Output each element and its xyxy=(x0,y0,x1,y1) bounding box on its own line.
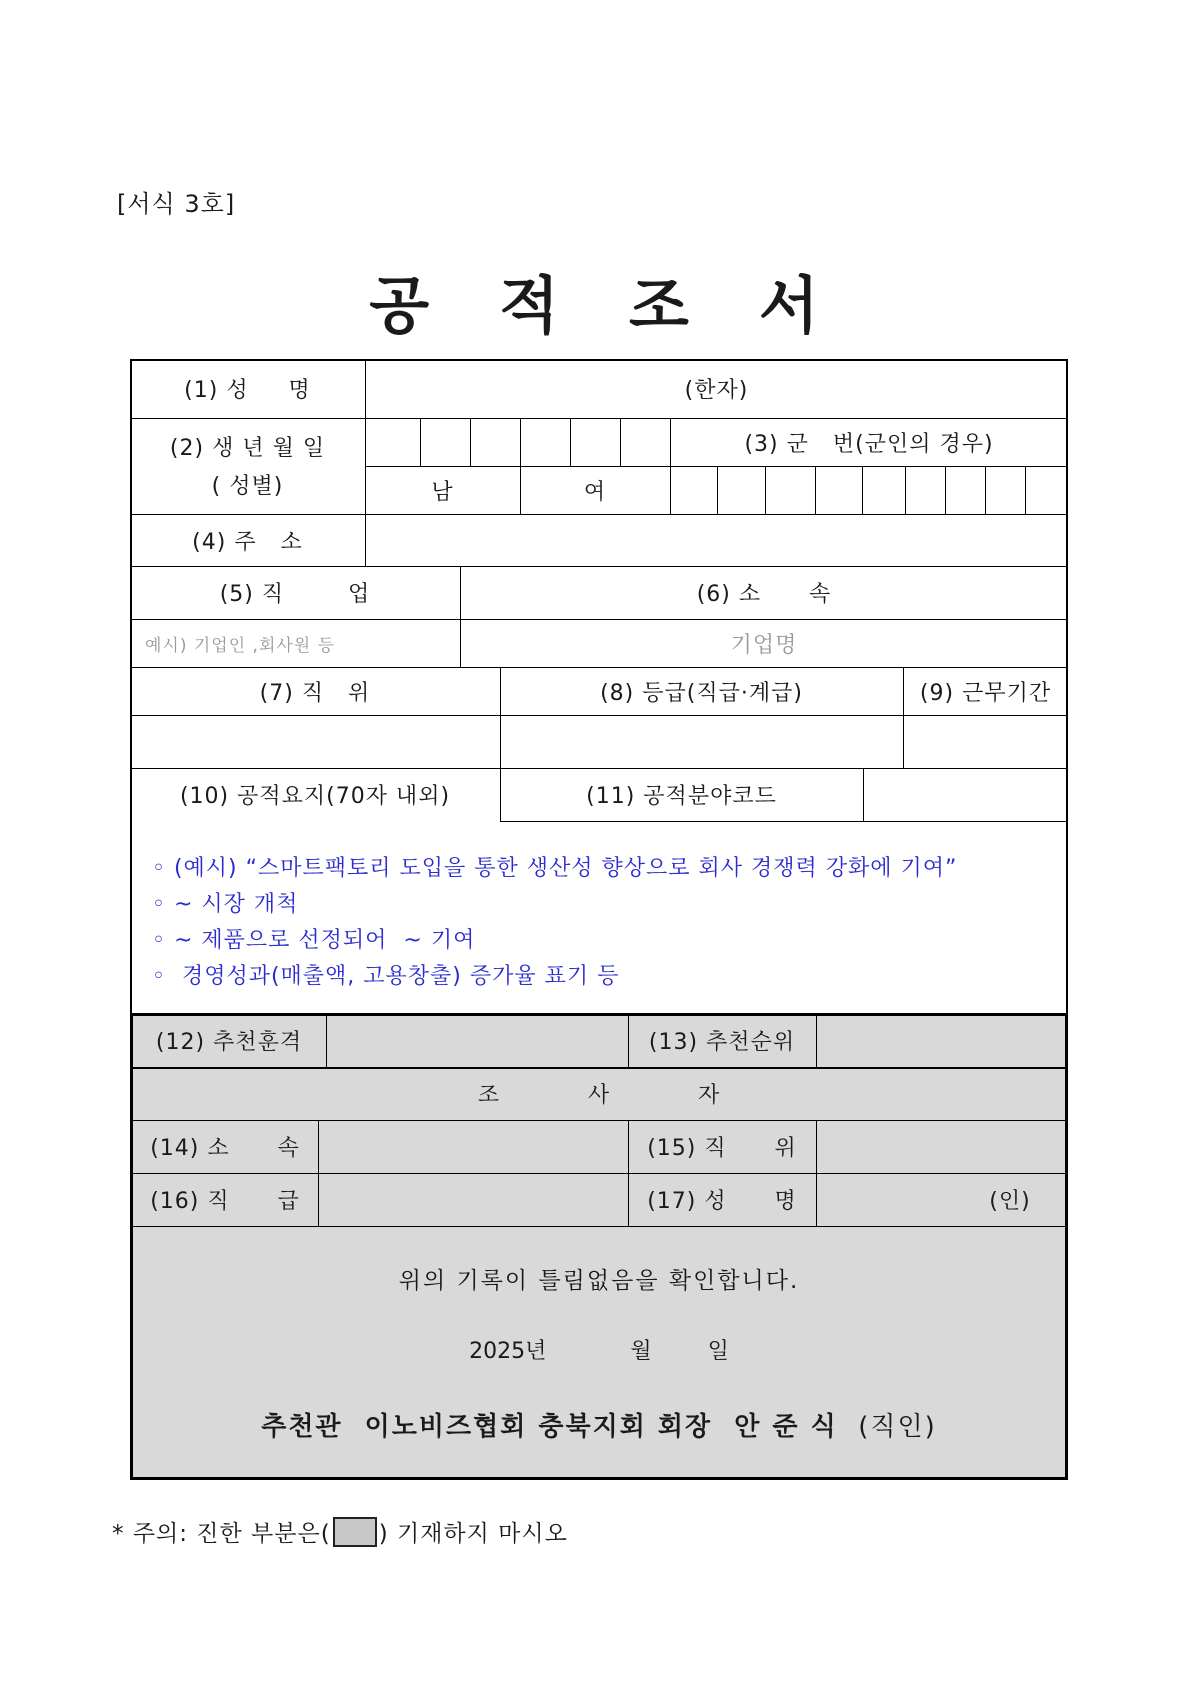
position-field[interactable] xyxy=(131,716,499,767)
investigator-heading: 조 사 자 xyxy=(477,1083,721,1108)
occupation-label: (5) 직 업 xyxy=(219,582,371,607)
name-hanja-field[interactable] xyxy=(366,360,1066,417)
title-char: 공 xyxy=(369,269,432,342)
title-char: 적 xyxy=(499,269,561,342)
example-line: ◦ ~ 시장 개척 xyxy=(152,892,299,917)
example-line: ◦ (예시) “스마트팩토리 도입을 통한 생산성 향상으로 회사 경쟁력 강화에 기여” xyxy=(152,856,958,881)
date-year: 2025년 xyxy=(469,1339,547,1364)
recommender-name: 추천관 이노비즈협회 충북지회 회장 안 준 식 xyxy=(261,1412,838,1442)
date-month: 월 xyxy=(630,1339,652,1364)
col-divider xyxy=(326,1013,327,1067)
date-line xyxy=(130,1334,1068,1365)
service-period-label: (9) 근무기간 xyxy=(919,680,1052,706)
title-char: 서 xyxy=(758,269,821,342)
confirmation-text: 위의 기록이 틀림없음을 확인합니다. xyxy=(398,1268,800,1294)
form-code: [서식 3호] xyxy=(117,190,236,218)
summary-label: (10) 공적요지(70자 내외) xyxy=(179,784,451,809)
recommender-line xyxy=(130,1406,1068,1443)
affiliation-field[interactable]: 기업명 xyxy=(730,632,798,658)
service-period-field[interactable] xyxy=(904,716,1066,767)
reviewer-name-label: (17) 성 명 xyxy=(647,1189,797,1214)
footnote xyxy=(112,1515,568,1548)
grade-field[interactable] xyxy=(501,716,902,767)
gray-swatch-icon xyxy=(333,1517,377,1547)
official-seal-label: (직인) xyxy=(858,1412,937,1442)
example-line: ◦ ~ 제품으로 선정되어 ~ 기여 xyxy=(152,928,476,953)
military-number-label: (3) 군 번(군인의 경우) xyxy=(744,431,994,457)
female-option[interactable]: 여 xyxy=(583,479,607,505)
grade-label: (8) 등급(직급·계급) xyxy=(600,680,803,706)
name-label: (1) 성 명 xyxy=(184,378,311,403)
seal-label: (인) xyxy=(989,1189,1031,1214)
gender-label: ( 성별) xyxy=(211,473,284,499)
position-label: (7) 직 위 xyxy=(259,680,371,706)
rank-label: (13) 추천순위 xyxy=(648,1029,796,1055)
col-divider xyxy=(816,1120,817,1226)
military-number-field[interactable] xyxy=(671,467,1067,513)
col-divider xyxy=(318,1120,319,1226)
row-divider xyxy=(130,1226,1068,1227)
address-field[interactable] xyxy=(366,515,1066,565)
award-label: (12) 추천훈격 xyxy=(155,1029,303,1055)
field-code-input[interactable] xyxy=(864,769,1066,820)
occupation-field[interactable]: 예시) 기업인 ,회사원 등 xyxy=(145,635,336,656)
title-char: 조 xyxy=(629,269,691,342)
reviewer-affiliation-label: (14) 소 속 xyxy=(150,1136,300,1161)
note-suffix: ) 기재하지 마시오 xyxy=(378,1521,568,1547)
hanja-label: (한자) xyxy=(684,378,749,403)
example-line: ◦ 경영성과(매출액, 고용창출) 증가율 표기 등 xyxy=(152,964,620,989)
row-divider xyxy=(500,821,1068,822)
birth-label: (2) 생 년 월 일 xyxy=(169,435,326,461)
date-day: 일 xyxy=(707,1339,729,1364)
col-divider xyxy=(816,1013,817,1067)
note-prefix: * 주의: 진한 부분은( xyxy=(112,1521,331,1547)
male-option[interactable]: 남 xyxy=(431,479,454,505)
affiliation-label: (6) 소 속 xyxy=(696,582,832,607)
field-code-label: (11) 공적분야코드 xyxy=(586,784,777,809)
birth-date-field[interactable] xyxy=(366,419,669,465)
reviewer-position-label: (15) 직 위 xyxy=(647,1136,797,1161)
document-title xyxy=(0,256,1190,345)
reviewer-grade-label: (16) 직 급 xyxy=(150,1189,300,1214)
address-label: (4) 주 소 xyxy=(192,529,303,555)
